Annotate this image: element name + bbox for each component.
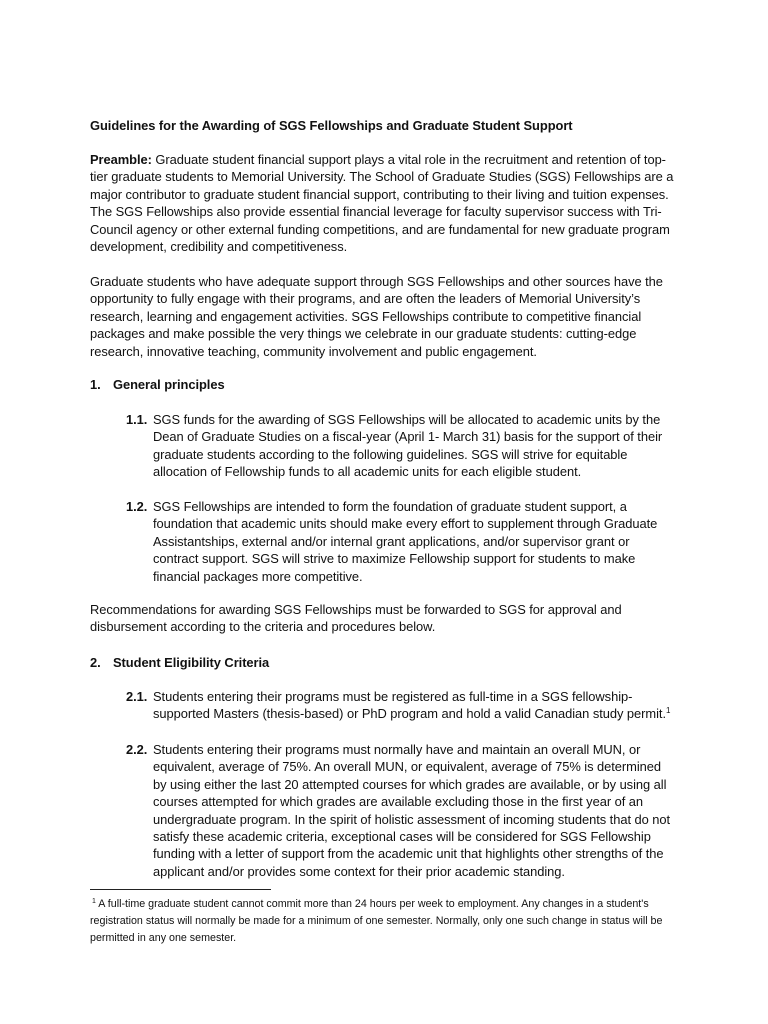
section-1-heading [90, 376, 680, 393]
list-item-2-1 [126, 688, 676, 723]
section-2-number: 2. [90, 655, 101, 670]
footnote-text: A full-time graduate student cannot commit more than 24 hours per week to employment. Any changes in a student's registration status will normally be made for a minimum of one semester. Normally, only one such change in status will be permitted in any one semester. [90, 898, 663, 944]
list-item-1-2 [126, 498, 676, 585]
item-text: SGS funds for the awarding of SGS Fellowships will be allocated to academic units by the Dean of Graduate Studies on a fiscal-year (April 1- March 31) basis for the support of their graduate students according to the following guidelines. SGS will strive for equitable allocation of Fellowship funds to all academic units for each eligible student. [153, 412, 663, 480]
section-1-number: 1. [90, 377, 101, 392]
paragraph-3: Recommendations for awarding SGS Fellowships must be forwarded to SGS for approval and disbursement according to the criteria and procedures below. [90, 602, 622, 635]
preamble-text: Graduate student financial support plays a vital role in the recruitment and retention of top-tier graduate students to Memorial University. The School of Graduate Studies (SGS) Fellowships are a major contributor to graduate student financial support, contributing to their living and tuition expenses. The SGS Fellowships also provide essential financial leverage for faculty supervisor success with Tri-Council agency or other external funding competitions, and are fundamental for new graduate program development, credibility and competitiveness. [90, 152, 674, 255]
section-2-heading [90, 654, 680, 671]
footnote-mark: 1 [92, 898, 96, 905]
item-text: Students entering their programs must normally have and maintain an overall MUN, or equivalent, average of 75%. An overall MUN, or equivalent, average of 75% is determined by using either the last 20 attempted courses for which grades are available, or by using all courses attempted for which grades are available excluding those in the first year of an undergraduate program. In the spirit of holistic assessment of incoming students that do not satisfy these academic criteria, exceptional cases will be considered for SGS Fellowship funding with a letter of support from the academic unit that highlights other strengths of the applicant and/or provides some context for their prior academic standing. [153, 742, 671, 879]
item-number: 1.1. [126, 412, 148, 427]
item-number: 2.2. [126, 742, 148, 757]
item-number: 2.1. [126, 689, 148, 704]
section-1-title: General principles [113, 377, 225, 392]
item-text [153, 688, 676, 723]
section-2-title: Student Eligibility Criteria [113, 655, 270, 670]
footnote-divider [90, 889, 271, 890]
list-item-2-2 [126, 741, 676, 880]
list-item-1-1 [126, 411, 676, 481]
preamble-paragraph [90, 151, 680, 255]
item-text-body: Students entering their programs must be registered as full-time in a SGS fellowship-supported Masters (thesis-based) or PhD program and hold a valid Canadian study permit. [153, 689, 666, 722]
footnote [90, 896, 680, 947]
item-text: SGS Fellowships are intended to form the foundation of graduate student support, a foundation that academic units should make every effort to supplement through Graduate Assistantships, external and/or internal grant applications, and/or supervisor grant or contract support. SGS will strive to maximize Fellowship support for students to make financial packages more competitive. [153, 499, 658, 584]
item-number: 1.2. [126, 499, 148, 514]
preamble-label: Preamble: [90, 152, 152, 167]
footnote-reference[interactable]: 1 [665, 706, 671, 716]
document-title: Guidelines for the Awarding of SGS Fellowships and Graduate Student Support [90, 118, 573, 133]
paragraph-2: Graduate students who have adequate support through SGS Fellowships and other sources have the opportunity to fully engage with their programs, and are often the leaders of Memorial University’s research, learning and engagement activities. SGS Fellowships contribute to competitive financial packages and make possible the very things we celebrate in our graduate students: cutting-edge research, innovative teaching, community involvement and public engagement. [90, 274, 663, 359]
